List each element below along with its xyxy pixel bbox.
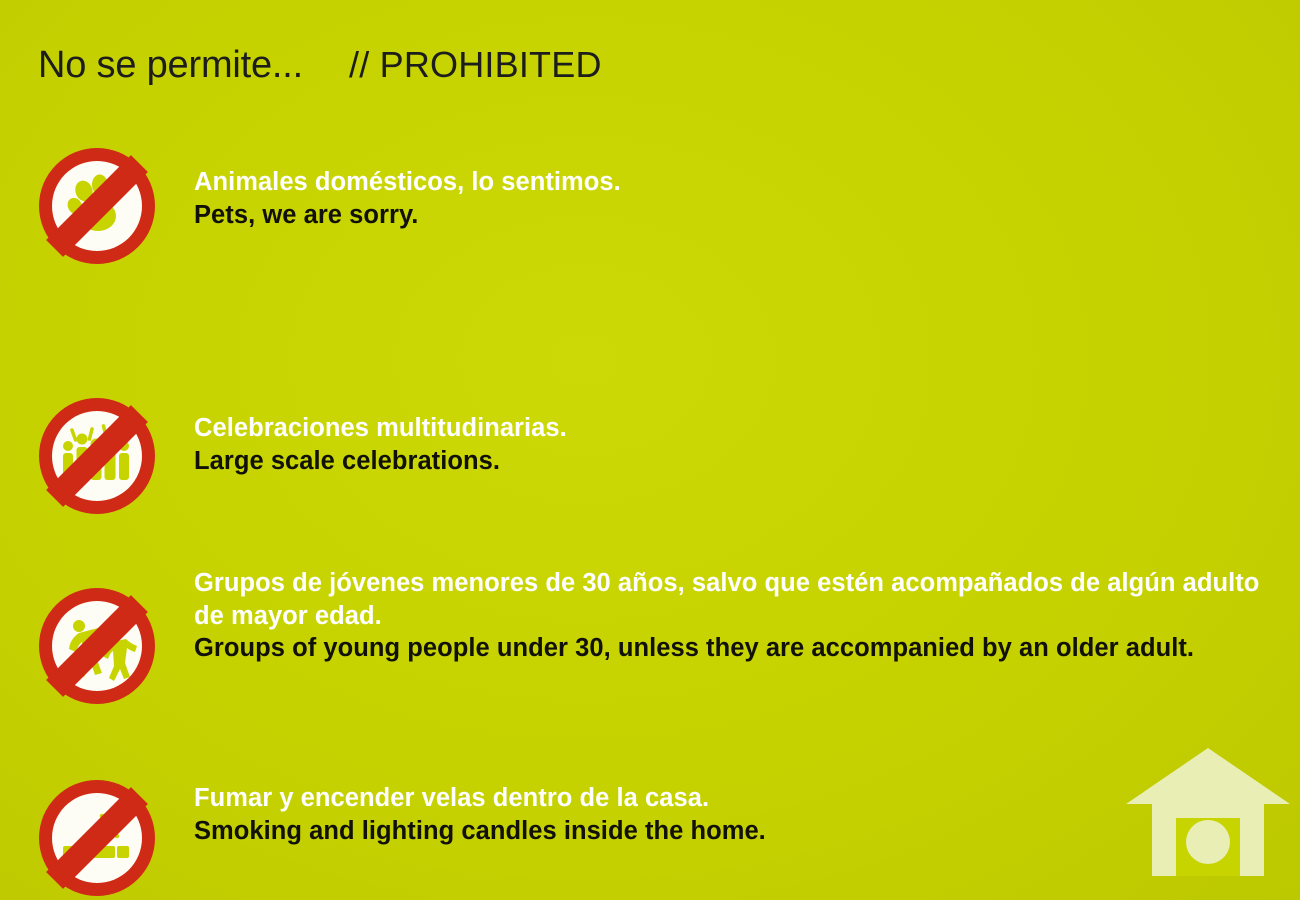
- no-young-groups-icon: [35, 584, 159, 708]
- list-item: [0, 132, 1300, 322]
- page-title: [38, 44, 602, 87]
- rule-icon-cell: [0, 132, 194, 268]
- rule-text-spanish: Celebraciones multitudinarias.: [194, 414, 567, 442]
- no-smoking-candles-icon: [35, 776, 159, 900]
- house-logo-icon: [1124, 742, 1292, 882]
- page-title-english: // PROHIBITED: [349, 44, 602, 85]
- list-item: [0, 514, 1300, 714]
- rule-text-spanish: Fumar y encender velas dentro de la casa.: [194, 784, 710, 812]
- list-item: [0, 322, 1300, 514]
- no-large-celebrations-icon: [35, 394, 159, 518]
- rule-text-english: Large scale celebrations.: [194, 446, 500, 475]
- rule-icon-cell: [0, 714, 194, 900]
- no-pets-icon: [35, 144, 159, 268]
- rule-icon-cell: [0, 322, 194, 518]
- rule-text-english: Pets, we are sorry.: [194, 200, 419, 229]
- rule-text: [194, 514, 1300, 665]
- rule-text: [194, 322, 1300, 477]
- rule-text-spanish: Animales domésticos, lo sentimos.: [194, 168, 621, 196]
- rule-text-spanish: Grupos de jóvenes menores de 30 años, salvo que estén acompañados de algún adulto de mayor edad.: [194, 569, 1260, 630]
- rule-icon-cell: [0, 514, 194, 708]
- rules-list: [0, 132, 1300, 894]
- rule-text-english: Groups of young people under 30, unless they are accompanied by an older adult.: [194, 634, 1195, 663]
- rule-text-english: Smoking and lighting candles inside the home.: [194, 816, 766, 845]
- page-title-spanish: No se permite...: [38, 44, 304, 86]
- rule-text: [194, 132, 1300, 231]
- list-item: [0, 714, 1300, 894]
